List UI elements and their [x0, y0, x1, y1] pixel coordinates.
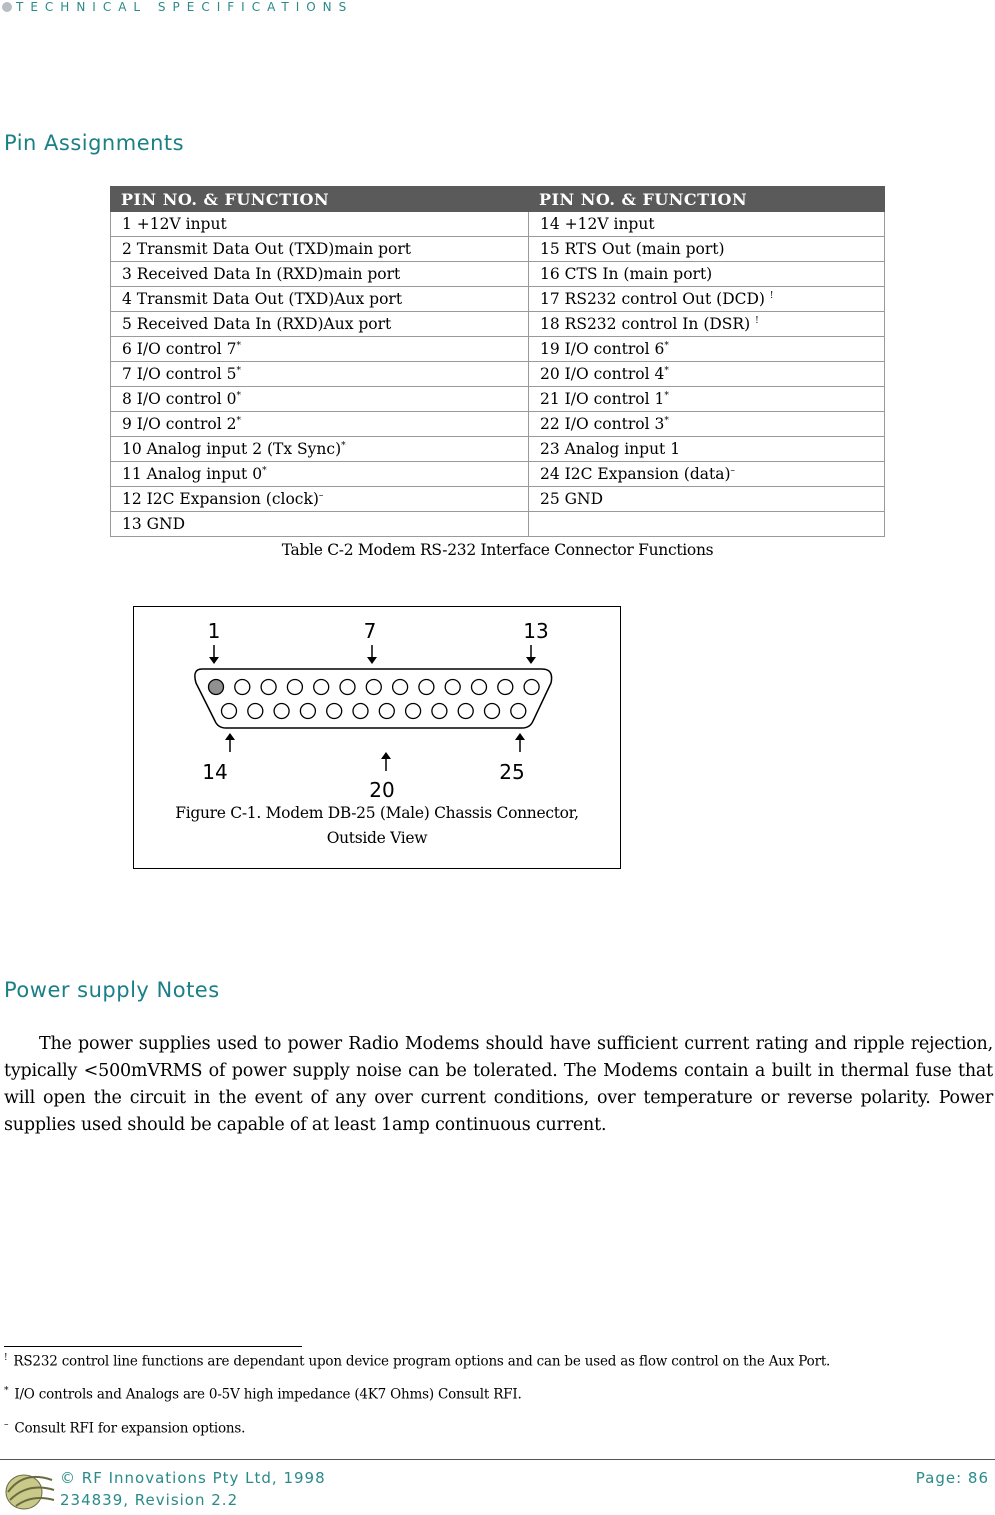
cell-text: 14 +12V input	[540, 215, 655, 233]
footer-page-number: Page: 86	[915, 1469, 989, 1487]
header-bullet-icon	[2, 2, 12, 12]
cell-text: 6 I/O control 7	[122, 340, 237, 358]
table-header-cell: PIN NO. & FUNCTION	[529, 187, 885, 212]
footnote-divider	[4, 1346, 302, 1347]
table-cell	[529, 262, 885, 287]
header-text: TECHNICAL SPECIFICATIONS	[16, 0, 354, 14]
table-cell	[111, 387, 529, 412]
footnote-marker: *	[4, 1386, 9, 1396]
footnote-marker: *	[664, 340, 669, 351]
cell-text: 18 RS232 control In (DSR)	[540, 315, 756, 333]
footnote-marker: *	[664, 415, 669, 426]
figure-caption-line2: Outside View	[326, 829, 428, 847]
table-cell	[529, 287, 885, 312]
pin-label-25: 25	[499, 760, 525, 784]
cell-text: 9 I/O control 2	[122, 415, 237, 433]
pin-hole	[524, 680, 539, 695]
table-cell	[529, 437, 885, 462]
cell-text: 19 I/O control 6	[540, 340, 665, 358]
table-row	[111, 437, 885, 462]
pin-hole	[222, 704, 237, 719]
cell-text: 15 RTS Out (main port)	[540, 240, 725, 258]
pin-hole	[314, 680, 329, 695]
table-cell	[111, 462, 529, 487]
table-cell	[111, 437, 529, 462]
table-cell	[529, 412, 885, 437]
footnote-text: Consult RFI for expansion options.	[14, 1420, 246, 1437]
cell-text: 11 Analog input 0	[122, 465, 263, 483]
table-cell	[111, 487, 529, 512]
table-cell	[529, 487, 885, 512]
table-row	[111, 237, 885, 262]
table-cell	[111, 262, 529, 287]
connector-shell	[195, 669, 552, 728]
table-row	[111, 512, 885, 537]
footnote-marker: *	[341, 440, 346, 451]
cell-text: 24 I2C Expansion (data)	[540, 465, 731, 483]
table-cell	[111, 337, 529, 362]
company-logo-icon	[2, 1462, 56, 1512]
footer-doc-id: 234839, Revision 2.2	[60, 1491, 239, 1509]
arrow-down-icon	[367, 645, 377, 664]
table-header-cell: PIN NO. & FUNCTION	[111, 187, 529, 212]
cell-text: 13 GND	[122, 515, 186, 533]
footer-divider	[0, 1459, 995, 1460]
table-row	[111, 462, 885, 487]
table-cell	[529, 212, 885, 237]
pin-label-1: 1	[207, 619, 221, 643]
pin-hole	[432, 704, 447, 719]
footnote-marker: *	[236, 340, 241, 351]
footnote-marker: *	[236, 390, 241, 401]
cell-text: 5 Received Data In (RXD)Aux port	[122, 315, 392, 333]
footnote-marker: –	[318, 490, 324, 501]
pin-hole	[458, 704, 473, 719]
pin-hole	[327, 704, 342, 719]
cell-text: 1 +12V input	[122, 215, 227, 233]
table-row	[111, 337, 885, 362]
cell-text: 25 GND	[540, 490, 604, 508]
power-supply-paragraph: The power supplies used to power Radio Modems should have sufficient current rating and ripple rejection, typically <500mVRMS of power supply noise can be tolerated. The Modems contain a built in thermal fuse that will open the circuit in the event of any over current conditions, over temperature or reverse polarity. Power supplies used should be capable of at least 1amp continuous current.	[4, 1034, 993, 1135]
footnote-marker: –	[4, 1420, 9, 1430]
pin-assignment-table	[110, 186, 885, 537]
section-title-power-supply: Power supply Notes	[4, 978, 220, 1002]
db25-connector-diagram	[134, 607, 620, 807]
cell-text: 12 I2C Expansion (clock)	[122, 490, 319, 508]
pin-hole	[274, 704, 289, 719]
footer-copyright: © RF Innovations Pty Ltd, 1998	[60, 1469, 326, 1487]
cell-text: 17 RS232 control Out (DCD)	[540, 290, 770, 308]
footnote-text: RS232 control line functions are dependant upon device program options and can be used as flow control on the Aux Port.	[13, 1353, 831, 1370]
table-cell	[111, 237, 529, 262]
pin-hole	[472, 680, 487, 695]
arrow-down-icon	[526, 645, 536, 664]
cell-text: 7 I/O control 5	[122, 365, 237, 383]
pin-label-14: 14	[202, 760, 228, 784]
cell-text: 23 Analog input 1	[540, 440, 681, 458]
footnote-marker: *	[236, 415, 241, 426]
footnote	[4, 1420, 245, 1437]
footnote-marker: !	[755, 315, 759, 326]
pin-hole	[485, 704, 500, 719]
table-cell	[111, 412, 529, 437]
pin-hole	[511, 704, 526, 719]
pin-hole	[235, 680, 250, 695]
pin-label-20: 20	[369, 778, 395, 802]
table-cell	[111, 312, 529, 337]
table-cell	[529, 337, 885, 362]
footnote-marker: *	[664, 390, 669, 401]
pin-hole	[248, 704, 263, 719]
footnote-marker: !	[4, 1353, 8, 1363]
footnote-marker: *	[664, 365, 669, 376]
pin-hole	[340, 680, 355, 695]
table-cell	[529, 462, 885, 487]
figure-caption	[134, 801, 620, 851]
footnote-marker: –	[730, 465, 736, 476]
table-cell	[529, 312, 885, 337]
arrow-up-icon	[515, 733, 525, 752]
table-row	[111, 412, 885, 437]
cell-text: 21 I/O control 1	[540, 390, 665, 408]
arrow-up-icon	[381, 752, 391, 771]
table-cell	[111, 212, 529, 237]
pin-hole	[406, 704, 421, 719]
table-row	[111, 362, 885, 387]
connector-figure	[133, 606, 621, 869]
pin-hole	[419, 680, 434, 695]
table-row	[111, 312, 885, 337]
table-cell	[111, 287, 529, 312]
pin-hole	[209, 680, 224, 695]
arrow-down-icon	[209, 645, 219, 664]
table-header-row	[111, 187, 885, 212]
pin-hole	[366, 680, 381, 695]
cell-text: 22 I/O control 3	[540, 415, 665, 433]
footer-company-info	[60, 1467, 326, 1511]
table-cell	[111, 362, 529, 387]
footnote-text: I/O controls and Analogs are 0-5V high impedance (4K7 Ohms) Consult RFI.	[14, 1386, 522, 1403]
table-cell	[529, 362, 885, 387]
footnote	[4, 1386, 522, 1403]
pin-hole	[445, 680, 460, 695]
cell-text: 16 CTS In (main port)	[540, 265, 713, 283]
cell-text: 2 Transmit Data Out (TXD)main port	[122, 240, 412, 258]
figure-caption-line1: Figure C-1. Modem DB-25 (Male) Chassis Connector,	[175, 804, 579, 822]
cell-text: 8 I/O control 0	[122, 390, 237, 408]
footnote-marker: *	[236, 365, 241, 376]
table-row	[111, 212, 885, 237]
pin-hole	[287, 680, 302, 695]
footnote-marker: !	[769, 290, 774, 301]
cell-text: 10 Analog input 2 (Tx Sync)	[122, 440, 342, 458]
pin-label-13: 13	[523, 619, 549, 643]
pin-hole	[498, 680, 513, 695]
pin-hole	[393, 680, 408, 695]
arrow-up-icon	[225, 733, 235, 752]
footnote	[4, 1353, 830, 1370]
cell-text: 3 Received Data In (RXD)main port	[122, 265, 401, 283]
table-cell	[529, 237, 885, 262]
running-header	[0, 0, 995, 14]
table-row	[111, 487, 885, 512]
table-caption: Table C-2 Modem RS-232 Interface Connector Functions	[281, 541, 714, 559]
pin-hole	[353, 704, 368, 719]
pin-label-7: 7	[363, 619, 377, 643]
pin-hole	[300, 704, 315, 719]
cell-text: 4 Transmit Data Out (TXD)Aux port	[122, 290, 403, 308]
section-title-pin-assignments: Pin Assignments	[4, 131, 185, 155]
pin-hole	[261, 680, 276, 695]
table-cell	[111, 512, 529, 537]
footnote-marker: *	[262, 465, 267, 476]
table-row	[111, 387, 885, 412]
table-row	[111, 262, 885, 287]
table-cell	[529, 387, 885, 412]
pin-hole	[379, 704, 394, 719]
cell-text: 20 I/O control 4	[540, 365, 665, 383]
table-cell	[529, 512, 885, 537]
table-row	[111, 287, 885, 312]
